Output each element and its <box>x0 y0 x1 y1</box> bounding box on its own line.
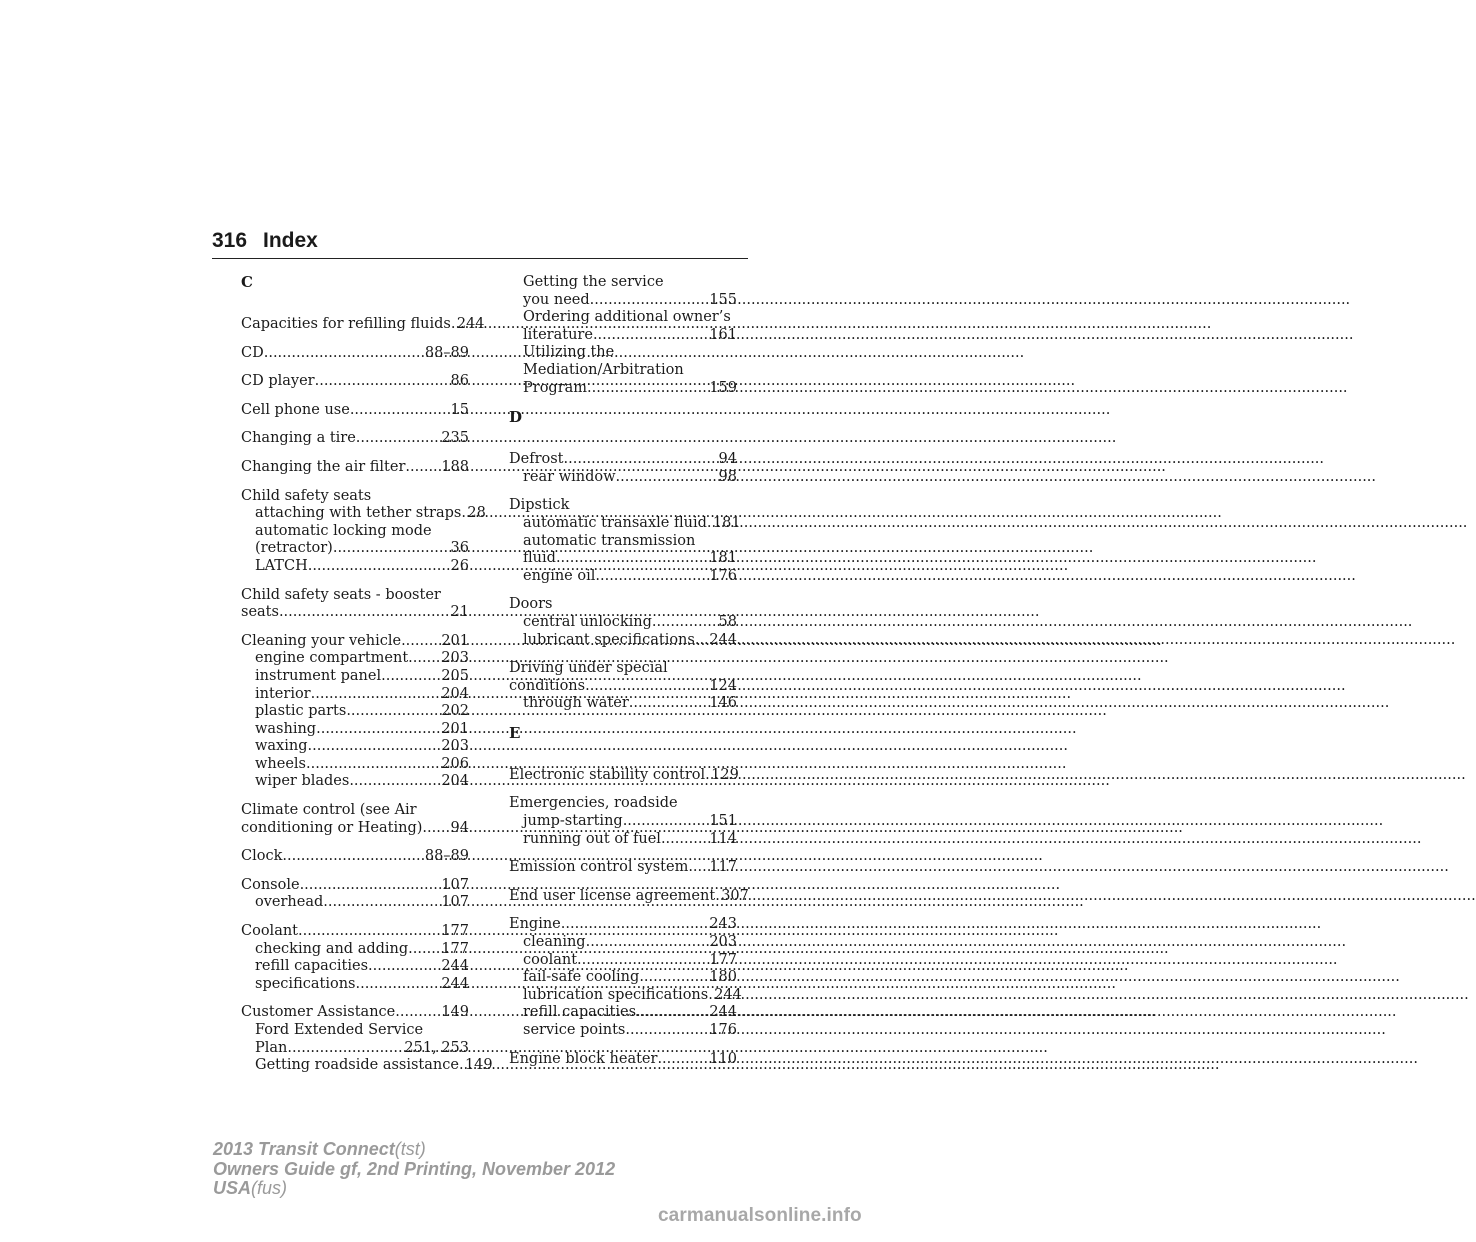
index-term: refill capacities <box>255 958 369 975</box>
index-term: Coolant <box>241 923 299 940</box>
index-entry-line <box>241 402 469 420</box>
dot-leader <box>315 373 451 391</box>
index-entry-line <box>509 660 737 678</box>
dot-leader <box>623 813 710 831</box>
index-entry <box>241 848 469 866</box>
index-term: Climate control (see Air <box>241 802 417 819</box>
page-reference: 307 <box>721 887 749 904</box>
index-term: Getting roadside assistance <box>255 1057 459 1074</box>
index-term: Clock <box>241 848 283 865</box>
index-letter-heading: D <box>509 408 523 427</box>
index-subentry <box>509 831 737 849</box>
index-term: Cleaning your vehicle <box>241 632 402 649</box>
index-subentry <box>241 523 469 541</box>
index-term: engine compartment <box>255 650 409 667</box>
index-term: automatic transaxle fluid <box>523 514 707 531</box>
dot-leader <box>422 820 450 838</box>
index-subentry <box>509 1004 737 1022</box>
index-subentry <box>509 327 737 345</box>
dot-leader <box>577 952 709 970</box>
index-term: fluid <box>523 550 556 567</box>
index-letter-heading: E <box>509 723 521 742</box>
index-entry <box>509 795 737 848</box>
index-term: coolant <box>523 951 578 968</box>
index-entry <box>241 877 469 912</box>
index-entry-line <box>241 373 469 391</box>
page-reference: 28 <box>467 505 486 522</box>
index-term: Ordering additional owner’s <box>523 309 731 326</box>
index-term: central unlocking <box>523 613 652 630</box>
index-term: seats <box>241 604 279 621</box>
dot-leader <box>695 632 709 650</box>
index-term: engine oil <box>523 567 596 584</box>
index-term: Defrost <box>509 451 564 468</box>
page-reference: 177 <box>709 951 737 968</box>
page-reference: 180 <box>709 969 737 986</box>
page-reference: 107 <box>441 876 469 893</box>
index-subentry <box>241 958 469 976</box>
dot-leader <box>264 345 425 363</box>
index-term: Mediation/Arbitration <box>523 361 684 378</box>
page-reference: 244 <box>441 958 469 975</box>
page-reference: 188 <box>441 458 469 475</box>
index-term: Changing a tire <box>241 430 356 447</box>
page-reference: 204 <box>441 773 469 790</box>
index-term: checking and adding <box>255 940 409 957</box>
index-term: automatic locking mode <box>255 522 432 539</box>
index-entry <box>509 916 742 1039</box>
index-term: washing <box>255 720 317 737</box>
page-reference: 117 <box>709 859 737 876</box>
page-reference: 176 <box>709 1022 737 1038</box>
index-entry-line <box>241 587 469 605</box>
dot-leader <box>586 934 710 952</box>
index-term: wiper blades <box>255 773 350 790</box>
index-subentry <box>509 550 737 568</box>
index-term: lubricant specifications <box>523 631 695 648</box>
index-term: instrument panel <box>255 667 382 684</box>
index-subentry <box>241 756 469 774</box>
index-term: Changing the air filter <box>241 458 406 475</box>
page-reference: 177 <box>441 923 469 940</box>
index-term: Engine block heater <box>509 1050 658 1067</box>
index-entry-line <box>509 497 737 515</box>
index-column-left <box>241 273 493 1075</box>
index-entry-line <box>509 767 737 785</box>
index-entry <box>509 859 737 877</box>
index-entry-line <box>509 916 737 934</box>
index-subentry <box>241 686 469 704</box>
index-entry <box>241 316 485 334</box>
index-subentry <box>241 1057 493 1075</box>
index-entry <box>509 497 741 585</box>
page-reference: 26 <box>450 557 469 574</box>
index-term: waxing <box>255 738 308 755</box>
footer-line-2: Owners Guide gf, 2nd Printing, November 2012 <box>213 1158 616 1179</box>
index-subentry <box>509 568 737 586</box>
page-reference: 177 <box>441 940 469 957</box>
index-term: cleaning <box>523 934 586 951</box>
page-reference: 202 <box>441 703 469 720</box>
page-reference: 146 <box>709 695 737 712</box>
dot-leader <box>298 923 441 941</box>
dot-leader <box>279 604 451 622</box>
dot-leader <box>625 1022 709 1040</box>
index-term: service points <box>523 1022 626 1038</box>
dot-leader <box>311 686 442 704</box>
index-term: conditioning or Heating) <box>241 819 423 836</box>
index-subentry <box>509 813 737 831</box>
index-term: Doors <box>509 596 553 613</box>
index-term: refill capacities <box>523 1004 637 1021</box>
page-reference: 206 <box>441 755 469 772</box>
index-subentry <box>509 969 737 987</box>
page-reference: 58 <box>718 613 737 630</box>
index-term: CD player <box>241 373 315 390</box>
page-reference: 244 <box>709 631 737 648</box>
index-entry-line <box>241 459 469 477</box>
dot-leader <box>590 292 710 310</box>
index-letter-heading: C <box>241 273 253 291</box>
index-subentry <box>509 986 742 1005</box>
page-reference: 203 <box>441 650 469 667</box>
dot-leader <box>308 558 451 576</box>
index-term: (retractor) <box>255 540 333 557</box>
dot-leader <box>629 695 710 713</box>
index-term: Child safety seats - booster <box>241 586 441 603</box>
index-subentry <box>241 505 486 523</box>
index-term: Program <box>523 379 588 396</box>
index-subentry <box>241 721 469 739</box>
index-subentry <box>241 1040 469 1058</box>
dot-leader <box>381 668 441 686</box>
page-reference: 15 <box>450 401 469 418</box>
index-entry-line <box>241 1004 469 1022</box>
index-entry <box>241 430 469 448</box>
index-subentry <box>509 614 737 632</box>
page-reference: 181 <box>709 550 737 567</box>
page-reference: 251, 253 <box>404 1039 469 1056</box>
index-entry-line <box>241 633 469 651</box>
index-term: literature <box>523 326 593 343</box>
dot-leader <box>593 327 709 345</box>
index-subentry <box>509 952 737 970</box>
index-subentry <box>241 703 469 721</box>
page-reference: 176 <box>709 567 737 584</box>
index-term: Emergencies, roadside <box>509 795 678 812</box>
page-reference: 203 <box>709 934 737 951</box>
index-term: Engine <box>509 916 561 933</box>
index-term: automatic transmission <box>523 532 696 549</box>
dot-leader <box>395 1004 441 1022</box>
page-reference: 204 <box>441 685 469 702</box>
index-entry-line <box>509 795 737 813</box>
index-term: Emission control system <box>509 859 689 876</box>
dot-leader <box>346 703 441 721</box>
dot-leader <box>595 568 709 586</box>
index-term: through water <box>523 695 629 712</box>
index-term: specifications <box>255 975 356 992</box>
index-term: Cell phone use <box>241 401 350 418</box>
index-entry <box>241 373 469 391</box>
index-term: Getting the service <box>523 274 664 290</box>
index-term: LATCH <box>255 557 308 574</box>
dot-leader <box>333 540 451 558</box>
index-subentry <box>241 668 469 686</box>
index-term: interior <box>255 685 311 702</box>
index-subentry <box>509 309 737 327</box>
index-term: conditions <box>509 677 586 694</box>
page-reference: 201 <box>441 632 469 649</box>
dot-leader <box>688 859 709 877</box>
dot-leader <box>368 958 441 976</box>
dot-leader <box>306 756 441 774</box>
index-column-right <box>509 274 749 1068</box>
index-term: fail-safe cooling <box>523 969 640 986</box>
dot-leader <box>316 721 441 739</box>
page-reference: 243 <box>709 916 737 933</box>
index-subentry <box>241 650 469 668</box>
dot-leader <box>408 941 441 959</box>
page-reference: 161 <box>709 326 737 343</box>
page-reference: 94 <box>450 819 469 836</box>
dot-leader <box>561 916 710 934</box>
index-term: lubrication specifications <box>523 986 709 1003</box>
footer-line-3 <box>213 1179 615 1199</box>
index-subentry <box>241 976 469 994</box>
index-subentry <box>509 514 741 533</box>
page-reference: 88–89 <box>424 848 469 865</box>
page-reference: 124 <box>709 677 737 694</box>
dot-leader <box>355 976 441 994</box>
page-reference: 107 <box>441 894 469 911</box>
header-rule <box>212 258 748 259</box>
page-reference: 94 <box>718 451 737 468</box>
index-entry <box>241 802 469 837</box>
dot-leader <box>564 451 719 469</box>
page-reference: 235 <box>441 430 469 447</box>
index-term: overhead <box>255 894 324 911</box>
index-subentry <box>509 469 737 487</box>
footer-market: USA <box>213 1178 252 1198</box>
dot-leader <box>556 550 709 568</box>
index-entry <box>509 1051 737 1069</box>
index-entry <box>509 596 737 649</box>
dot-leader <box>349 773 441 791</box>
index-subentry <box>241 773 469 791</box>
index-entry-line <box>241 488 469 506</box>
index-entry <box>241 633 469 791</box>
dot-leader <box>636 1004 709 1022</box>
dot-leader <box>585 678 709 696</box>
dot-leader <box>401 633 441 651</box>
dot-leader <box>639 969 709 987</box>
index-term: Electronic stability control <box>509 766 706 783</box>
index-subentry <box>509 533 737 551</box>
index-term: Child safety seats <box>241 487 372 504</box>
index-entry <box>509 887 749 906</box>
page-reference: 86 <box>450 373 469 390</box>
index-subentry <box>241 894 469 912</box>
footer-model-code: (tst) <box>394 1139 426 1159</box>
page-reference: 21 <box>450 604 469 621</box>
page-reference: 244 <box>714 986 742 1003</box>
index-entry-line <box>241 820 469 838</box>
page-reference: 203 <box>441 738 469 755</box>
index-term: Utilizing the <box>523 344 615 361</box>
index-entry <box>241 587 469 622</box>
index-entry-line <box>509 596 737 614</box>
page-reference: 201 <box>441 720 469 737</box>
index-entry-line <box>241 345 469 363</box>
dot-leader <box>300 877 442 895</box>
index-entry-line <box>509 1051 737 1069</box>
index-term: Customer Assistance <box>241 1004 396 1021</box>
index-entry <box>241 923 469 993</box>
dot-leader <box>661 831 709 849</box>
index-term: Driving under special <box>509 660 668 677</box>
index-subentry <box>509 1022 737 1040</box>
index-subentry <box>509 292 737 310</box>
index-term: wheels <box>255 755 306 772</box>
page-reference: 205 <box>441 667 469 684</box>
index-term: End user license agreement <box>509 887 716 904</box>
dot-leader <box>287 1040 404 1058</box>
index-subentry <box>509 274 737 292</box>
index-term: Plan <box>255 1039 288 1056</box>
index-entry <box>509 660 737 713</box>
index-subentry <box>241 941 469 959</box>
index-subentry <box>241 558 469 576</box>
document-footer <box>213 1140 615 1199</box>
index-term: attaching with tether straps <box>255 505 462 522</box>
page-reference: 244 <box>456 316 485 332</box>
page-reference: 110 <box>709 1050 737 1067</box>
dot-leader <box>587 380 709 398</box>
footer-model: 2013 Transit Connect <box>213 1139 395 1159</box>
page-reference: 129 <box>711 766 739 783</box>
index-term: jump-starting <box>523 813 623 830</box>
dot-leader <box>657 1051 709 1069</box>
index-subentry <box>241 1022 469 1040</box>
index-entry-line <box>241 802 469 820</box>
index-subentry <box>509 695 737 713</box>
index-term: rear window <box>523 468 616 485</box>
index-term: Ford Extended Service <box>255 1022 424 1038</box>
page-reference: 181 <box>712 514 741 531</box>
index-entry <box>241 487 486 576</box>
index-subentry <box>509 632 737 650</box>
index-term: running out of fuel <box>523 830 661 847</box>
index-term: plastic parts <box>255 703 347 720</box>
index-term: Capacities for refilling fluids <box>241 316 451 332</box>
index-entry-line <box>509 451 737 469</box>
page-number: 316 <box>212 229 248 252</box>
page-reference: 88–89 <box>424 344 469 361</box>
index-entry-line <box>241 923 469 941</box>
index-entry-line <box>241 848 469 866</box>
index-entry <box>509 767 737 785</box>
watermark: carmanualsonline.info <box>658 1205 862 1226</box>
page-reference: 36 <box>450 540 469 557</box>
index-entry <box>241 345 469 363</box>
page-title: Index <box>263 229 318 252</box>
index-entry <box>241 459 469 477</box>
index-entry-line <box>509 678 737 696</box>
page-reference: 149 <box>441 1004 469 1021</box>
index-entry <box>241 402 469 420</box>
page-reference: 114 <box>709 830 737 847</box>
index-entry-line <box>241 604 469 622</box>
index-subentry <box>509 380 737 398</box>
page-reference: 98 <box>718 468 737 485</box>
footer-market-code: (fus) <box>251 1178 288 1198</box>
index-entry-line <box>241 430 469 448</box>
page-reference: 244 <box>441 975 469 992</box>
index-subentry <box>241 738 469 756</box>
index-term: CD <box>241 344 264 361</box>
dot-leader <box>323 894 441 912</box>
dot-leader <box>356 430 442 448</box>
page-reference: 244 <box>709 1004 737 1021</box>
dot-leader <box>282 848 424 866</box>
dot-leader <box>350 402 451 420</box>
dot-leader <box>408 650 441 668</box>
index-entry-continued <box>509 274 737 397</box>
dot-leader <box>616 469 719 487</box>
index-entry-line <box>241 316 485 334</box>
page-reference: 159 <box>709 379 737 396</box>
index-entry-line <box>509 887 749 906</box>
index-subentry <box>509 934 737 952</box>
page-reference: 151 <box>709 813 737 830</box>
index-term: Console <box>241 876 300 893</box>
dot-leader <box>652 614 719 632</box>
index-subentry <box>509 362 737 380</box>
page-reference: 149 <box>464 1057 493 1074</box>
index-entry <box>509 451 737 486</box>
index-term: you need <box>523 291 590 308</box>
index-subentry <box>509 344 737 362</box>
footer-line-1 <box>213 1140 615 1160</box>
index-term: Dipstick <box>509 497 570 514</box>
index-subentry <box>241 540 469 558</box>
dot-leader <box>405 459 441 477</box>
index-entry <box>241 1004 493 1074</box>
index-entry-line <box>509 859 737 877</box>
index-entry-line <box>241 877 469 895</box>
dot-leader <box>308 738 442 756</box>
page-reference: 155 <box>709 291 737 308</box>
